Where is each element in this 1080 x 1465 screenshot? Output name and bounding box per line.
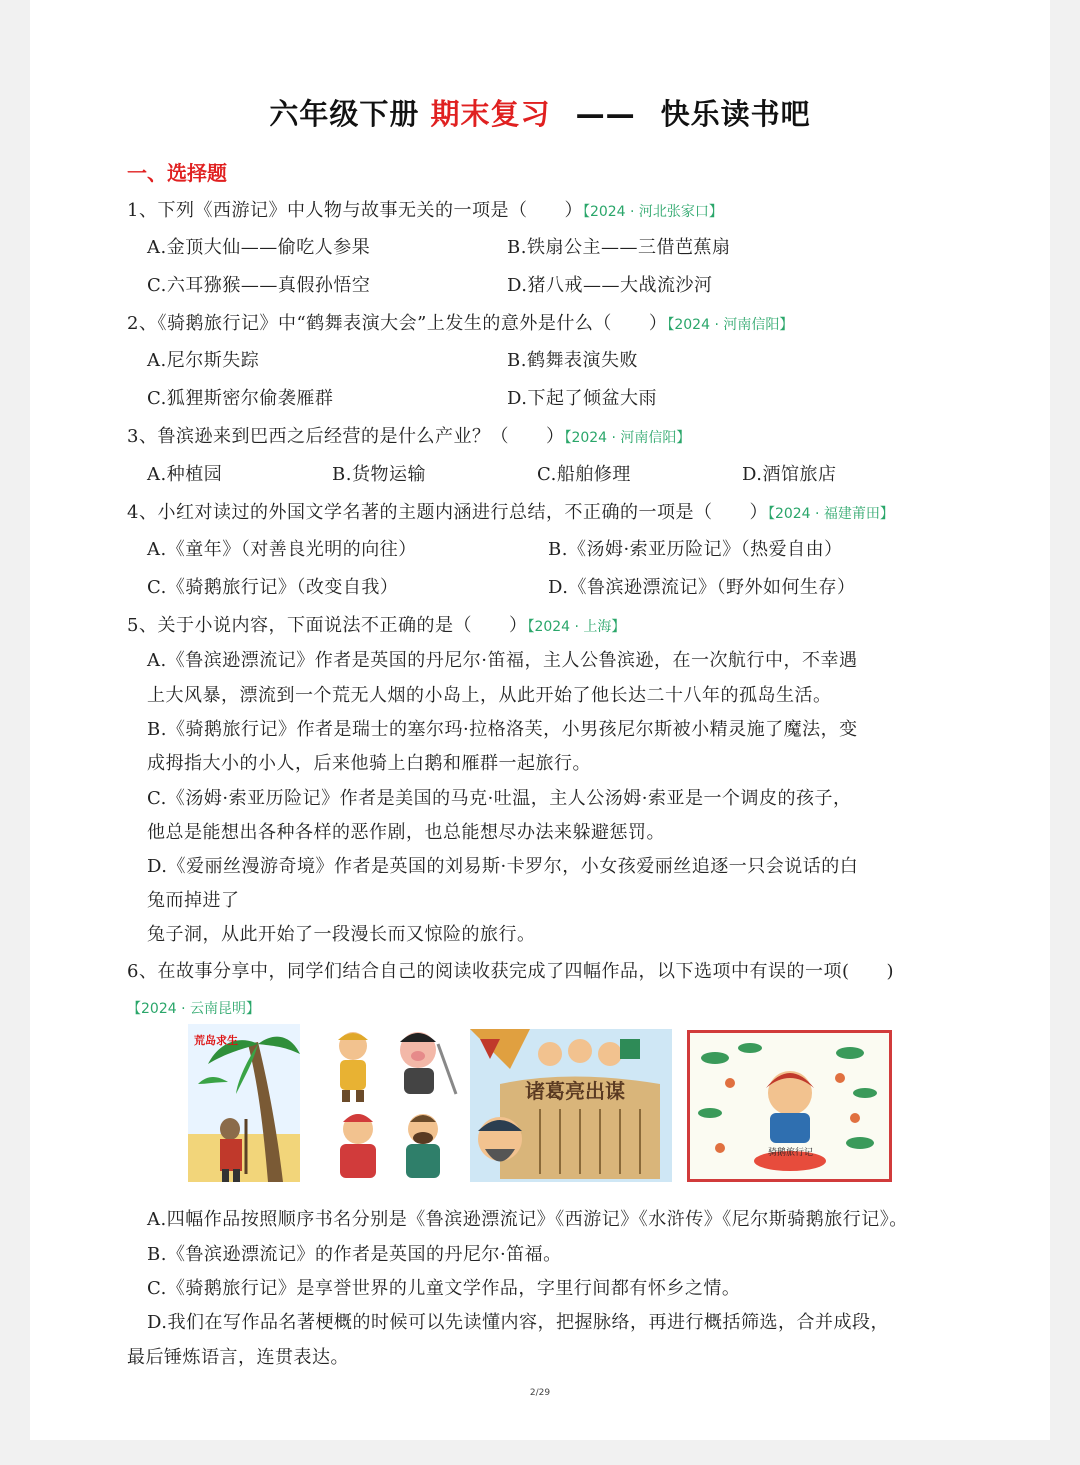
q6-option-d-line1: D.我们在写作品名著梗概的时候可以先读懂内容，把握脉络，再进行概括筛选，合并成段， [147, 1312, 890, 1333]
artwork-zhugeliang-caption: 诸葛亮出谋 [525, 1079, 625, 1103]
title-dash: —— [575, 97, 636, 131]
q5-option-a-line2: 上大风暴，漂流到一个荒无人烟的小岛上，从此开始了他长达二十八年的孤岛生活。 [147, 685, 832, 706]
question-3-stem: 3、鲁滨逊来到巴西之后经营的是什么产业？（ ） [127, 426, 565, 447]
title-grade: 六年级下册 [269, 97, 420, 131]
q1-option-a: A.金顶大仙——偷吃人参果 [147, 237, 371, 258]
question-5 [127, 611, 625, 637]
question-5-source: 【2024 · 上海】 [527, 619, 626, 635]
q4-option-c: C.《骑鹅旅行记》（改变自我） [147, 577, 399, 598]
q5-option-d-line2: 兔而掉进了 [147, 890, 240, 911]
q3-option-d: D.酒馆旅店 [742, 464, 837, 485]
q5-option-d-line1: D.《爱丽丝漫游奇境》作者是英国的刘易斯·卡罗尔，小女孩爱丽丝追逐一只会说话的白 [147, 856, 859, 877]
artwork-xiyouji-image [318, 1024, 460, 1182]
artwork-zhugeliang-image [470, 1029, 672, 1182]
title-review: 期末复习 [430, 97, 551, 131]
title-topic: 快乐读书吧 [660, 97, 811, 131]
artwork-nils-caption: 骑鹅旅行记 [768, 1148, 814, 1158]
question-4-stem: 4、小红对读过的外国文学名著的主题内涵进行总结，不正确的一项是（ ） [127, 502, 768, 523]
q6-option-a: A.四幅作品按照顺序书名分别是《鲁滨逊漂流记》《西游记》《水浒传》《尼尔斯骑鹅旅行记》。 [147, 1209, 908, 1230]
question-4-source: 【2024 · 福建莆田】 [767, 506, 894, 522]
q1-option-c: C.六耳猕猴——真假孙悟空 [147, 275, 371, 296]
question-1-source: 【2024 · 河北张家口】 [582, 204, 723, 220]
artwork-nils-mindmap-image [687, 1030, 892, 1182]
q1-option-d: D.猪八戒——大战流沙河 [507, 275, 713, 296]
section-heading: 一、选择题 [127, 161, 227, 185]
question-2 [127, 309, 793, 335]
artwork-robinson-caption: 荒岛求生 [194, 1034, 238, 1047]
q4-option-d: D.《鲁滨逊漂流记》（野外如何生存） [548, 577, 856, 598]
q3-option-a: A.种植园 [147, 464, 223, 485]
question-1 [127, 196, 723, 222]
q4-option-b: B.《汤姆·索亚历险记》（热爱自由） [548, 539, 843, 560]
question-4 [127, 498, 894, 524]
q2-option-b: B.鹤舞表演失败 [507, 350, 638, 371]
q2-option-c: C.狐狸斯密尔偷袭雁群 [147, 388, 334, 409]
q2-option-a: A.尼尔斯失踪 [147, 350, 260, 371]
page-number: 2/29 [529, 1388, 551, 1398]
q5-option-c-line1: C.《汤姆·索亚历险记》作者是美国的马克·吐温，主人公汤姆·索亚是一个调皮的孩子， [147, 788, 852, 809]
q5-option-b-line2: 成拇指大小的小人，后来他骑上白鹅和雁群一起旅行。 [147, 753, 591, 774]
question-6-stem: 6、在故事分享中，同学们结合自己的阅读收获完成了四幅作品，以下选项中有误的一项( ) [127, 961, 894, 982]
q6-option-d-line2: 最后锤炼语言，连贯表达。 [127, 1347, 349, 1368]
q3-option-b: B.货物运输 [332, 464, 426, 485]
q5-option-b-line1: B.《骑鹅旅行记》作者是瑞士的塞尔玛·拉格洛芙，小男孩尼尔斯被小精灵施了魔法，变 [147, 719, 858, 740]
question-2-source: 【2024 · 河南信阳】 [667, 317, 794, 333]
q6-option-b: B.《鲁滨逊漂流记》的作者是英国的丹尼尔·笛福。 [147, 1244, 562, 1265]
q1-option-b: B.铁扇公主——三借芭蕉扇 [507, 237, 731, 258]
question-3-source: 【2024 · 河南信阳】 [564, 430, 691, 446]
question-2-stem: 2、《骑鹅旅行记》中“鹤舞表演大会”上发生的意外是什么（ ） [127, 313, 668, 334]
q3-option-c: C.船舶修理 [537, 464, 631, 485]
q5-option-a-line1: A.《鲁滨逊漂流记》作者是英国的丹尼尔·笛福，主人公鲁滨逊，在一次航行中，不幸遇 [147, 650, 858, 671]
artwork-robinson-image [188, 1024, 300, 1182]
q5-option-d-line3: 兔子洞，从此开始了一段漫长而又惊险的旅行。 [147, 924, 536, 945]
question-6-source: 【2024 · 云南昆明】 [127, 1001, 260, 1017]
page-title [0, 92, 1080, 133]
q4-option-a: A.《童年》（对善良光明的向往） [147, 539, 417, 560]
q2-option-d: D.下起了倾盆大雨 [507, 388, 658, 409]
q5-option-c-line2: 他总是能想出各种各样的恶作剧，也总能想尽办法来躲避惩罚。 [147, 822, 665, 843]
question-1-stem: 1、下列《西游记》中人物与故事无关的一项是（ ） [127, 200, 583, 221]
question-5-stem: 5、关于小说内容，下面说法不正确的是（ ） [127, 615, 528, 636]
q6-option-c: C.《骑鹅旅行记》是享誉世界的儿童文学作品，字里行间都有怀乡之情。 [147, 1278, 741, 1299]
question-3 [127, 422, 690, 448]
